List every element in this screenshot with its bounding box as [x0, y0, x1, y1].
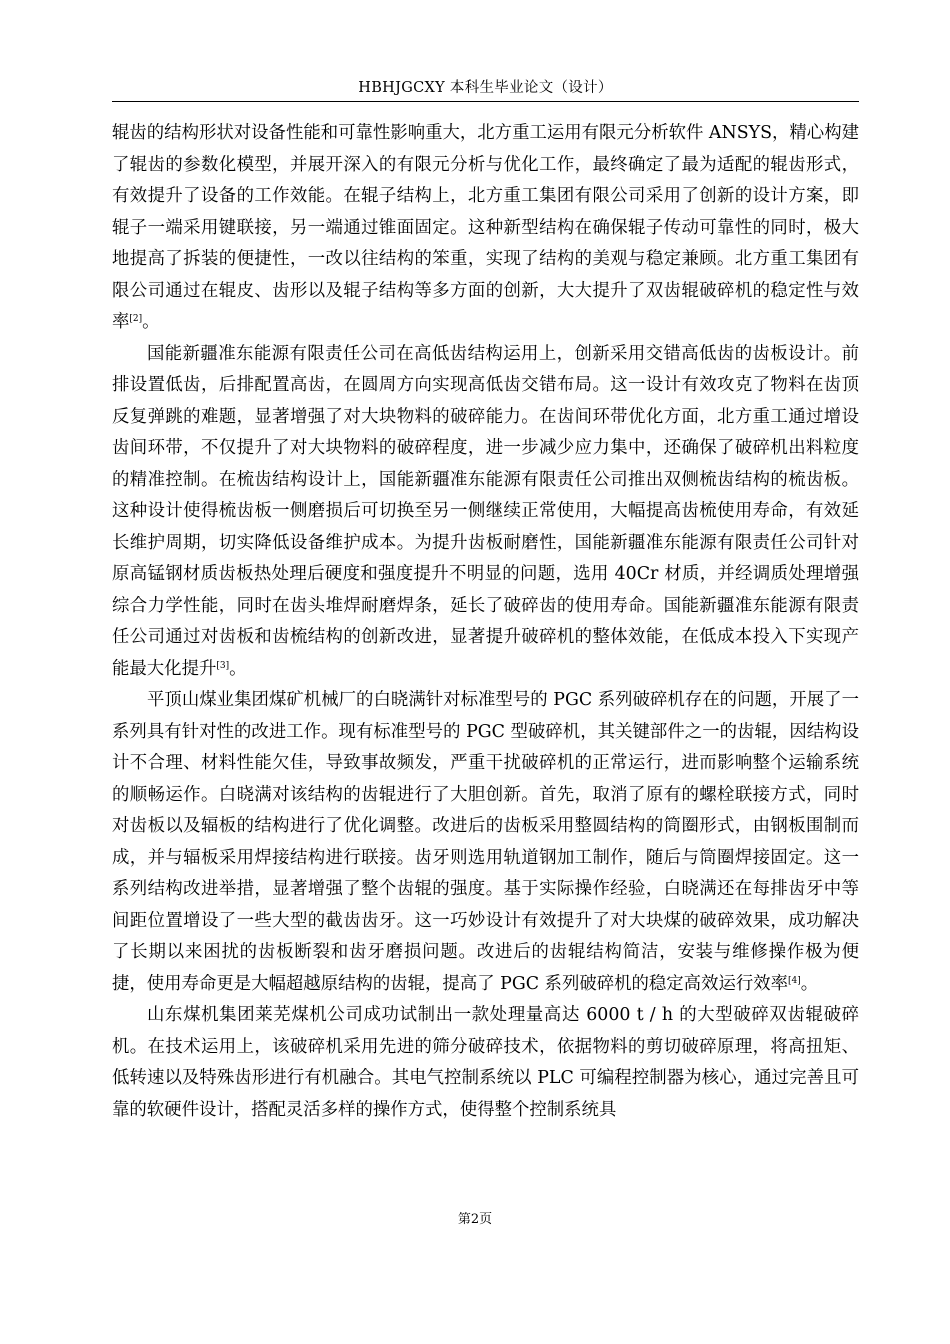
paragraph-text: 平顶山煤业集团煤矿机械厂的白晓满针对标准型号的 PGC 系列破碎机存在的问题，开展了一系列具有针对性的改进工作。现有标准型号的 PGC 型破碎机，其关键部件之一的齿辊，因结构设计不合理、材料性能欠佳，导致事故频发，严重干扰破碎机的正常运行，进而影响整个运输系统的顺畅运作。白晓满对该结构的齿辊进行了大胆创新。首先，取消了原有的螺栓联接方式，同时对齿板以及辐板的结构进行了优化调整。改进后的齿板采用整圆结构的筒圈形式，由钢板围制而成，并与辐板采用焊接结构进行联接。齿牙则选用轨道钢加工制作，随后与筒圈焊接固定。这一系列结构改进举措，显著增强了整个齿辊的强度。基于实际操作经验，白晓满还在每排齿牙中等间距位置增设了一些大型的截齿齿牙。这一巧妙设计有效提升了对大块煤的破碎效果，成功解决了长期以来困扰的齿板断裂和齿牙磨损问题。改进后的齿辊结构简洁，安装与维修操作极为便捷，使用寿命更是大幅超越原结构的齿辊，提高了 PGC 系列破碎机的稳定高效运行效率 [112, 690, 859, 994]
paragraph-3 [112, 685, 859, 1000]
body-text [112, 118, 859, 1126]
paragraph-end: 。 [142, 312, 160, 332]
citation: [3] [216, 660, 230, 671]
header-rule [112, 101, 859, 102]
paragraph-end: 。 [229, 658, 247, 679]
page-header: HBHJGCXY 本科生毕业论文（设计） [358, 80, 613, 96]
citation: [2] [129, 314, 143, 324]
paragraph-2 [112, 339, 859, 686]
page-number: 第2页 [457, 1212, 493, 1227]
paragraph-4 [112, 1000, 859, 1126]
paragraph-text: 辊齿的结构形状对设备性能和可靠性影响重大，北方重工运用有限元分析软件 ANSYS，精心构建了辊齿的参数化模型，并展开深入的有限元分析与优化工作，最终确定了最为适配的辊齿形式，有效提升了设备的工作效能。在辊子结构上，北方重工集团有限公司采用了创新的设计方案，即辊子一端采用键联接，另一端通过锥面固定。这种新型结构在确保辊子传动可靠性的同时，极大地提高了拆装的便捷性，一改以往结构的笨重，实现了结构的美观与稳定兼顾。北方重工集团有限公司通过在辊皮、齿形以及辊子结构等多方面的创新，大大提升了双齿辊破碎机的稳定性与效率 [112, 123, 859, 332]
paragraph-1 [112, 118, 859, 339]
paragraph-text: 山东煤机集团莱芜煤机公司成功试制出一款处理量高达 6000 t / h 的大型破碎双齿辊破碎机。在技术运用上，该破碎机采用先进的筛分破碎技术，依据物料的剪切破碎原理，将高扭矩、低转速以及特殊齿形进行有机融合。其电气控制系统以 PLC 可编程控制器为核心，通过完善且可靠的软硬件设计，搭配灵活多样的操作方式，使得整个控制系统具 [112, 1005, 859, 1120]
citation: [4] [788, 975, 801, 986]
paragraph-text: 国能新疆准东能源有限责任公司在高低齿结构运用上，创新采用交错高低齿的齿板设计。前排设置低齿，后排配置高齿，在圆周方向实现高低齿交错布局。这一设计有效攻克了物料在齿顶反复弹跳的难题，显著增强了对大块物料的破碎能力。在齿间环带优化方面，北方重工通过增设齿间环带，不仅提升了对大块物料的破碎程度，进一步减少应力集中，还确保了破碎机出料粒度的精准控制。在梳齿结构设计上，国能新疆准东能源有限责任公司推出双侧梳齿结构的梳齿板。这种设计使得梳齿板一侧磨损后可切换至另一侧继续正常使用，大幅提高齿梳使用寿命，有效延长维护周期，切实降低设备维护成本。为提升齿板耐磨性，国能新疆准东能源有限责任公司针对原高锰钢材质齿板热处理后硬度和强度提升不明显的问题，选用 40Cr 材质，并经调质处理增强综合力学性能，同时在齿头堆焊耐磨焊条，延长了破碎齿的使用寿命。国能新疆准东能源有限责任公司通过对齿板和齿梳结构的创新改进，显著提升破碎机的整体效能，在低成本投入下实现产能最大化提升 [112, 343, 859, 679]
paragraph-end: 。 [800, 973, 819, 994]
